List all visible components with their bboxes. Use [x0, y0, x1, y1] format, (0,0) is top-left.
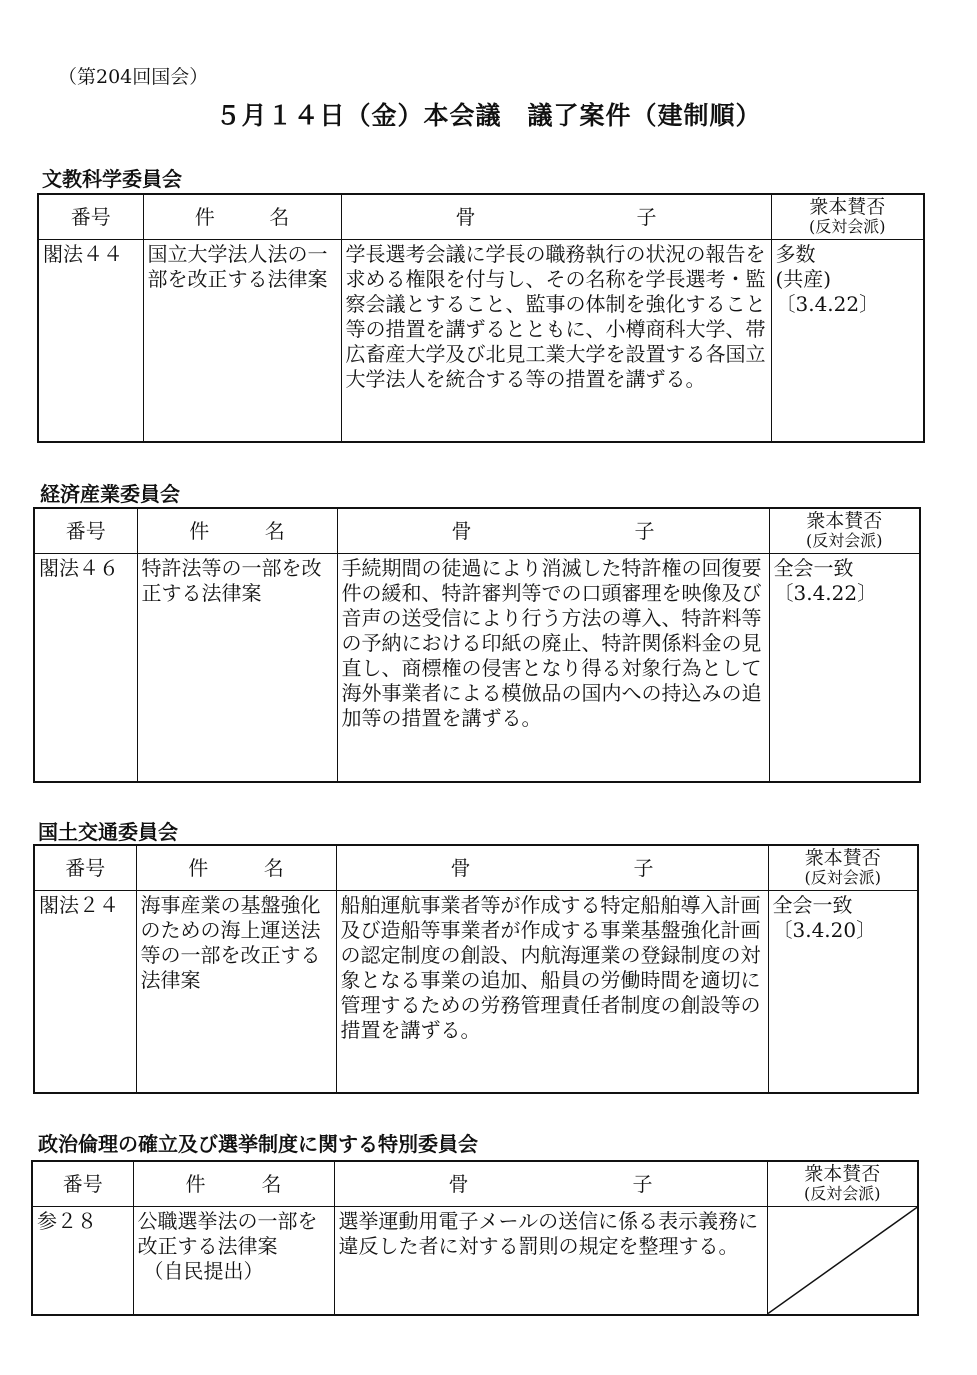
bill-number: 閣法４４ [38, 240, 143, 442]
table-row [38, 240, 924, 442]
bill-name: 海事産業の基盤強化のための海上運送法等の一部を改正する法律案 [136, 891, 336, 1093]
bill-gist: 船舶運航事業者等が作成する特定船舶導入計画及び造船等事業者が作成する事業基盤強化計画の認定制度の創設、内航海運業の登録制度の対象となる事業の追加、船員の労働時間を適切に管理するための労務管理責任者制度の創設等の措置を講ずる。 [336, 891, 768, 1093]
col-number-header: 番号 [34, 508, 137, 554]
bill-number: 参２８ [32, 1207, 133, 1315]
table-row [34, 891, 918, 1093]
committee-title: 国土交通委員会 [38, 820, 178, 844]
vote-result: 多数 (共産) 〔3.4.22〕 [771, 240, 924, 442]
bill-name [133, 1207, 334, 1315]
table-header-row [34, 845, 918, 891]
table-row [34, 554, 920, 782]
bill-gist: 手続期間の徒過により消滅した特許権の回復要件の緩和、特許審判等での口頭審理を映像及び音声の送受信により行う方法の導入、特許料等の予納における印紙の廃止、特許関係料金の見直し、商標権の侵害となり得る対象行為として海外事業者による模倣品の国内への持込みの追加等の措置を講ずる。 [337, 554, 769, 782]
table-header-row [34, 508, 920, 554]
col-name-header: 件 名 [143, 194, 341, 240]
col-gist-header: 骨 子 [341, 194, 771, 240]
col-vote-header: 衆本賛否 (反対会派) [768, 845, 918, 891]
col-vote-header: 衆本賛否 (反対会派) [771, 194, 924, 240]
bill-gist: 学長選考会議に学長の職務執行の状況の報告を求める権限を付与し、その名称を学長選考・監察会議とすること、監事の体制を強化すること等の措置を講ずるとともに、小樽商科大学、帯広畜産大学及び北見工業大学を設置する各国立大学法人を統合する等の措置を講ずる。 [341, 240, 771, 442]
session-label: （第204回国会） [58, 66, 209, 88]
bill-gist: 選挙運動用電子メールの送信に係る表示義務に違反した者に対する罰則の規定を整理する。 [334, 1207, 767, 1315]
bill-number: 閣法２４ [34, 891, 136, 1093]
diagonal-slash-mark [768, 1207, 918, 1314]
bill-table [33, 507, 921, 783]
bill-number: 閣法４６ [34, 554, 137, 782]
committee-title: 文教科学委員会 [42, 167, 182, 191]
vote-result: 全会一致 〔3.4.22〕 [769, 554, 920, 782]
bill-name-note: （自民提出） [143, 1259, 264, 1283]
col-vote-header: 衆本賛否 (反対会派) [767, 1161, 918, 1207]
committee-title: 政治倫理の確立及び選挙制度に関する特別委員会 [38, 1132, 478, 1156]
bill-name: 特許法等の一部を改正する法律案 [137, 554, 337, 782]
col-number-header: 番号 [32, 1161, 133, 1207]
col-number-header: 番号 [38, 194, 143, 240]
bill-name: 国立大学法人法の一部を改正する法律案 [143, 240, 341, 442]
col-gist-header: 骨 子 [337, 508, 769, 554]
bill-table [31, 1160, 919, 1316]
bill-name-text: 公職選挙法の一部を改正する法律案 [137, 1209, 318, 1258]
col-name-header: 件 名 [136, 845, 336, 891]
table-header-row [38, 194, 924, 240]
page-title: ５月１４日（金）本会議 議了案件（建制順） [215, 101, 762, 130]
committee-title: 経済産業委員会 [40, 482, 180, 506]
vote-result: 全会一致 〔3.4.20〕 [768, 891, 918, 1093]
vote-result-empty [767, 1207, 918, 1315]
table-row [32, 1207, 918, 1315]
table-header-row [32, 1161, 918, 1207]
bill-table [33, 844, 919, 1094]
col-number-header: 番号 [34, 845, 136, 891]
bill-table [37, 193, 925, 443]
col-name-header: 件 名 [133, 1161, 334, 1207]
col-vote-header: 衆本賛否 (反対会派) [769, 508, 920, 554]
col-gist-header: 骨 子 [336, 845, 768, 891]
col-name-header: 件 名 [137, 508, 337, 554]
col-gist-header: 骨 子 [334, 1161, 767, 1207]
